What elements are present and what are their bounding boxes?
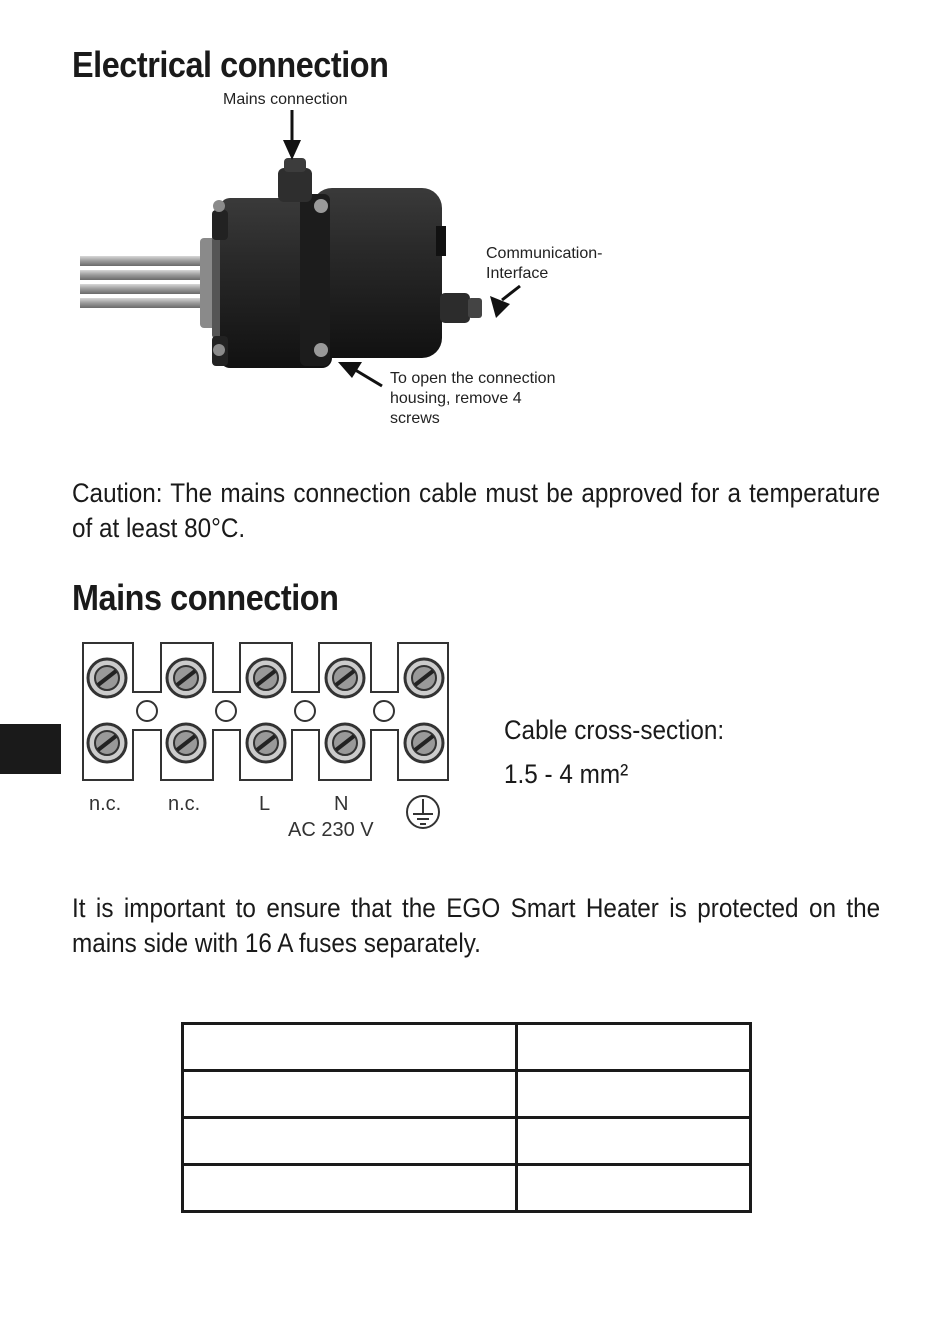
table-cell — [517, 1118, 751, 1165]
fuse-note-text: It is important to ensure that the EGO Smart Heater is protected on the mains side with 16 A fuses separately. — [72, 893, 881, 958]
terminal-label-n: N — [334, 793, 349, 815]
terminal-voltage-label: AC 230 V — [288, 819, 374, 841]
cable-cross-section-label: Cable cross-section: — [504, 715, 725, 745]
label-screws-1: To open the connection — [390, 370, 556, 387]
section-title-mains-connection: Mains connection — [72, 577, 339, 618]
table-row — [183, 1071, 751, 1118]
terminal-label-nc-1: n.c. — [89, 793, 122, 815]
label-mains-connection: Mains connection — [223, 91, 348, 108]
caution-text: Caution: The mains connection cable must be approved for a temperature of at least 80°C. — [72, 478, 881, 543]
table-cell — [183, 1165, 517, 1212]
table-row — [183, 1165, 751, 1212]
empty-table — [181, 1022, 752, 1213]
label-screws-3: screws — [390, 410, 440, 427]
table-cell — [183, 1024, 517, 1071]
heater-photo — [72, 88, 672, 438]
chapter-tab-marker — [0, 724, 61, 774]
label-screws-2: housing, remove 4 — [390, 390, 522, 407]
label-communication-interface-2: Interface — [486, 265, 549, 282]
table-cell — [517, 1165, 751, 1212]
terminal-label-nc-2: n.c. — [168, 793, 201, 815]
terminal-label-l: L — [259, 793, 271, 815]
terminal-block-diagram — [80, 640, 460, 845]
label-communication-interface-1: Communication- — [486, 245, 603, 262]
table-cell — [183, 1071, 517, 1118]
table-cell — [183, 1118, 517, 1165]
cable-cross-section-value: 1.5 - 4 mm² — [504, 759, 629, 789]
table-cell — [517, 1071, 751, 1118]
table-row — [183, 1024, 751, 1071]
section-title-electrical-connection: Electrical connection — [72, 44, 389, 85]
ground-icon — [405, 794, 441, 830]
table-cell — [517, 1024, 751, 1071]
table-row — [183, 1118, 751, 1165]
